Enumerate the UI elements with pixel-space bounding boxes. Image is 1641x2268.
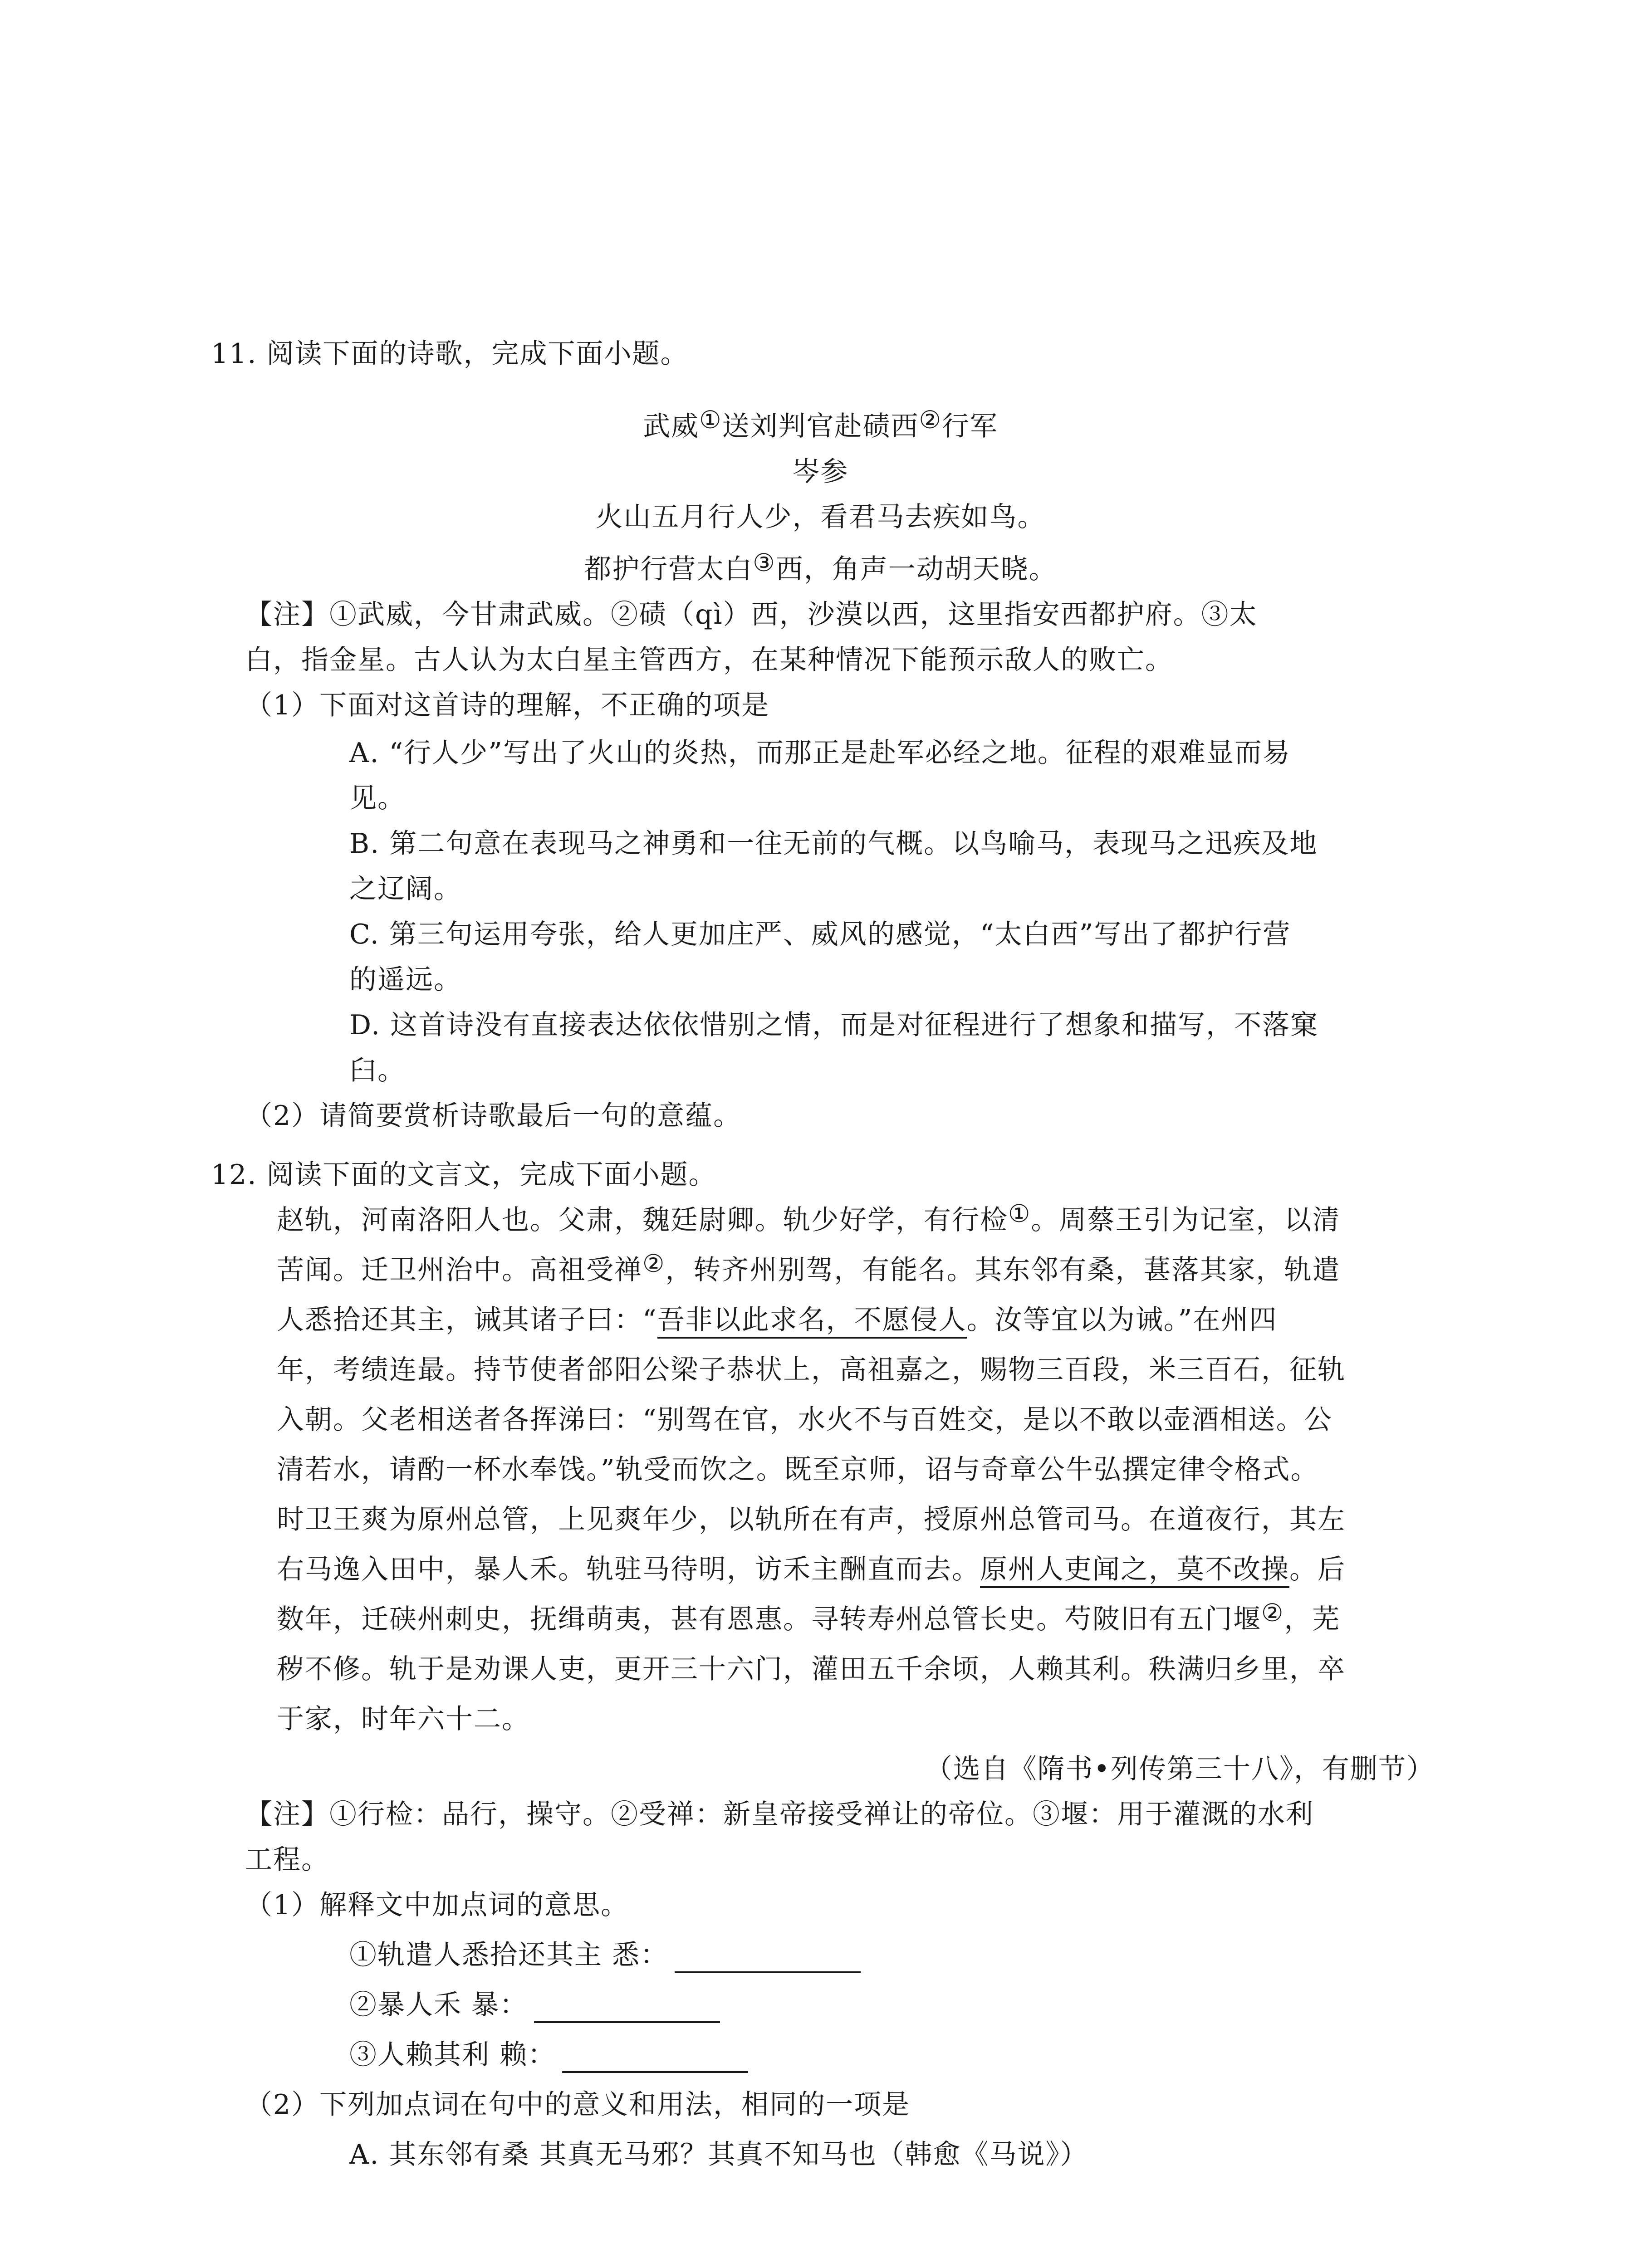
poem-note-line-1: 【注】①武威，今甘肃武威。②碛（qì）西，沙漠以西，这里指安西都护府。③太	[245, 599, 1258, 631]
q11-option-a-cont: 见。	[349, 782, 406, 814]
note-marker-3: ②	[1261, 1598, 1284, 1627]
answer-blank-1[interactable]	[675, 1944, 861, 1973]
passage-note-line-1: 【注】①行检：品行，操守。②受禅：新皇帝接受禅让的帝位。③堰：用于灌溉的水利	[245, 1799, 1314, 1830]
note-marker-2: ②	[642, 1249, 666, 1278]
passage-note-line-2: 工程。	[245, 1844, 329, 1876]
q11-option-b-cont: 之辽阔。	[349, 873, 462, 905]
poem-author: 岑参	[792, 456, 849, 488]
q12-item-1: ①轨遣人悉拾还其主 悉：	[349, 1937, 861, 1973]
q11-option-a: A. “行人少”写出了火山的炎热，而那正是赴军必经之地。征程的艰难显而易	[349, 737, 1291, 769]
passage-line-8: 右马逸入田中，暴人禾。轨驻马待明，访禾主酬直而去。原州人吏闻之，莫不改操。后	[277, 1551, 1346, 1588]
q12-sub2: （2）下列加点词在句中的意义和用法，相同的一项是	[245, 2089, 911, 2121]
passage-line-7: 时卫王爽为原州总管，上见爽年少，以轨所在有声，授原州总管司马。在道夜行，其左	[277, 1504, 1346, 1535]
q11-sub1: （1）下面对这首诗的理解，不正确的项是	[245, 689, 770, 721]
passage-line-1: 赵轨，河南洛阳人也。父肃，魏廷尉卿。轨少好学，有行检①。周蔡王引为记室，以清	[277, 1199, 1341, 1236]
note-marker-1: ①	[699, 406, 722, 434]
passage-line-6: 清若水，请酌一杯水奉饯。”轨受而饮之。既至京师，诏与奇章公牛弘撰定律令格式。	[277, 1454, 1319, 1486]
passage-line-3: 人悉拾还其主，诫其诸子曰：“吾非以此求名，不愿侵人。汝等宜以为诫。”在州四	[277, 1302, 1277, 1338]
passage-line-4: 年，考绩连最。持节使者郃阳公梁子恭状上，高祖嘉之，赐物三百段，米三百石，征轨	[277, 1354, 1346, 1386]
q12-item-2: ②暴人禾 暴：	[349, 1987, 720, 2023]
q11-option-d-cont: 臼。	[349, 1055, 406, 1086]
q11-option-b: B. 第二句意在表现马之神勇和一往无前的气概。以鸟喻马，表现马之迅疾及地	[349, 828, 1318, 860]
poem-title: 武威①送刘判官赴碛西②行军	[643, 406, 998, 442]
q11-option-c: C. 第三句运用夸张，给人更加庄严、威风的感觉，“太白西”写出了都护行营	[349, 919, 1291, 950]
answer-blank-3[interactable]	[562, 2044, 748, 2073]
poem-line-1: 火山五月行人少，看君马去疾如鸟。	[595, 501, 1046, 533]
note-marker-3: ③	[753, 548, 776, 577]
passage-line-5: 入朝。父老相送者各挥涕曰：“别驾在官，水火不与百姓交，是以不敢以壶酒相送。公	[277, 1404, 1332, 1436]
poem-line-2: 都护行营太白③西，角声一动胡天晓。	[584, 548, 1057, 585]
underlined-sentence-2: 原州人吏闻之，莫不改操	[980, 1554, 1289, 1588]
answer-blank-2[interactable]	[534, 1994, 720, 2023]
q12-sub2-option-a: A. 其东邻有桑 其真无马邪？其真不知马也（韩愈《马说》）	[349, 2139, 1088, 2170]
q11-sub2: （2）请简要赏析诗歌最后一句的意蕴。	[245, 1100, 742, 1132]
q11-option-d: D. 这首诗没有直接表达依依惜别之情，而是对征程进行了想象和描写，不落窠	[349, 1009, 1319, 1041]
q12-sub1: （1）解释文中加点词的意思。	[245, 1889, 629, 1921]
q11-stem: 11. 阅读下面的诗歌，完成下面小题。	[211, 338, 689, 370]
passage-line-11: 于家，时年六十二。	[277, 1703, 530, 1735]
q11-option-c-cont: 的遥远。	[349, 964, 462, 996]
q12-item-3: ③人赖其利 赖：	[349, 2037, 748, 2073]
passage-line-10: 秽不修。轨于是劝课人吏，更开三十六门，灌田五千余顷，人赖其利。秩满归乡里，卒	[277, 1653, 1346, 1685]
passage-source: （选自《隋书•列传第三十八》，有删节）	[925, 1753, 1435, 1785]
note-marker-2: ②	[919, 406, 942, 434]
note-marker-1: ①	[1008, 1199, 1031, 1228]
passage-line-9: 数年，迁硖州刺史，抚缉萌夷，甚有恩惠。寻转寿州总管长史。芍陂旧有五门堰②，芜	[277, 1598, 1341, 1635]
q12-stem: 12. 阅读下面的文言文，完成下面小题。	[211, 1159, 717, 1191]
passage-line-2: 苦闻。迁卫州治中。高祖受禅②，转齐州别驾，有能名。其东邻有桑，葚落其家，轨遣	[277, 1249, 1341, 1286]
poem-note-line-2: 白，指金星。古人认为太白星主管西方，在某种情况下能预示敌人的败亡。	[245, 644, 1173, 676]
underlined-sentence-1: 吾非以此求名，不愿侵人	[657, 1304, 967, 1339]
